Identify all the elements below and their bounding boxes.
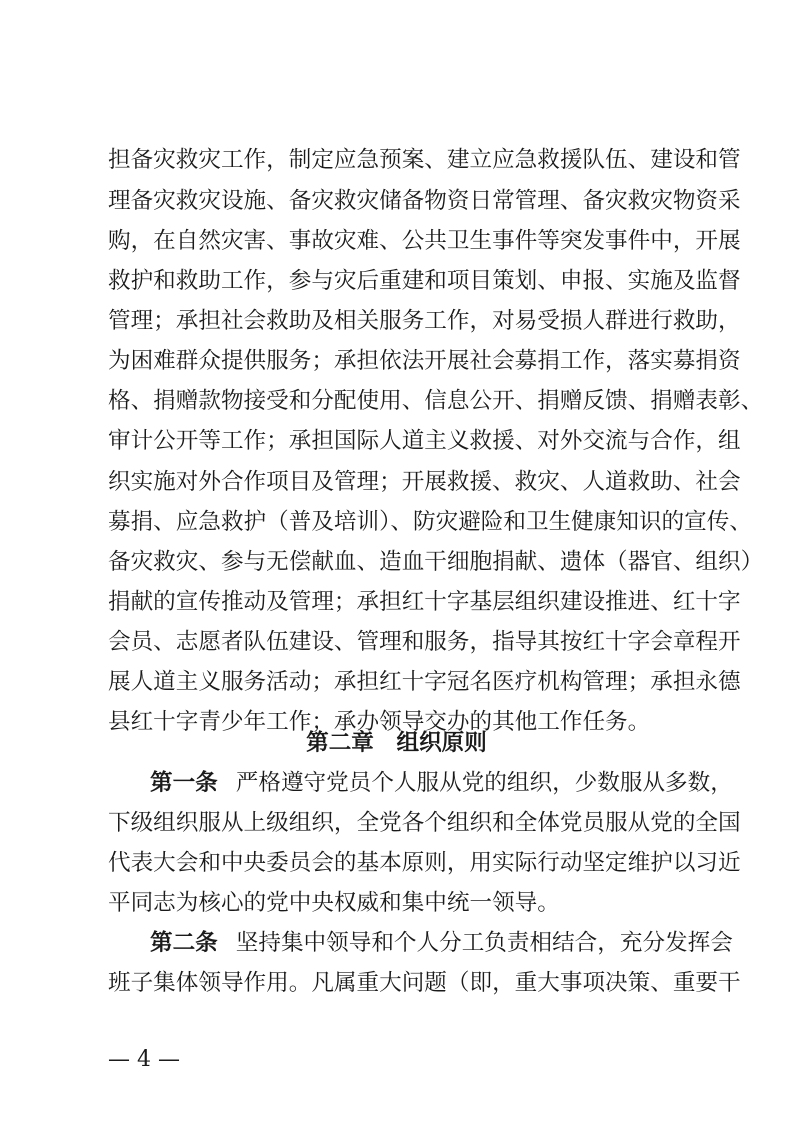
- article-line: 班子集体领导作用。凡属重大问题（即，重大事项决策、重要干: [108, 970, 741, 996]
- body-line: 购，在自然灾害、事故灾难、公共卫生事件等突发事件中，开展: [108, 228, 741, 254]
- article-line: 下级组织服从上级组织，全党各个组织和全体党员服从党的全国: [108, 810, 741, 836]
- body-line: 备灾救灾、参与无偿献血、造血干细胞捐献、遗体（器官、组织）: [108, 549, 764, 575]
- body-line: 救护和救助工作，参与灾后重建和项目策划、申报、实施及监督: [108, 268, 741, 294]
- article-first-line: [150, 768, 733, 798]
- body-line: 为困难群众提供服务；承担依法开展社会募捐工作，落实募捐资: [108, 348, 741, 374]
- body-line: 格、捐赠款物接受和分配使用、信息公开、捐赠反馈、捐赠表彰、: [108, 388, 764, 414]
- article-line: 代表大会和中央委员会的基本原则，用实际行动坚定维护以习近: [108, 850, 741, 876]
- article-number: 第一条: [150, 770, 218, 796]
- page-number: — 4 —: [108, 1047, 180, 1072]
- body-line: 会员、志愿者队伍建设、管理和服务，指导其按红十字会章程开: [108, 629, 741, 655]
- article-number: 第二条: [150, 930, 218, 956]
- body-line: 县红十字青少年工作；承办领导交办的其他工作任务。: [108, 709, 651, 735]
- body-line: 募捐、应急救护（普及培训）、防灾避险和卫生健康知识的宣传、: [108, 509, 752, 535]
- chapter-heading: 第二章 组织原则: [306, 730, 487, 756]
- article-first-line: [150, 928, 733, 958]
- body-line: 捐献的宣传推动及管理；承担红十字基层组织建设推进、红十字: [108, 589, 741, 615]
- article-line: 平同志为核心的党中央权威和集中统一领导。: [108, 890, 560, 916]
- body-line: 理备灾救灾设施、备灾救灾储备物资日常管理、备灾救灾物资采: [108, 188, 741, 214]
- body-line: 管理；承担社会救助及相关服务工作，对易受损人群进行救助，: [108, 308, 741, 334]
- article-text: 坚持集中领导和个人分工负责相结合，充分发挥会: [235, 930, 733, 956]
- body-line: 织实施对外合作项目及管理；开展救援、救灾、人道救助、社会: [108, 469, 741, 495]
- body-line: 展人道主义服务活动；承担红十字冠名医疗机构管理；承担永德: [108, 669, 741, 695]
- body-line: 审计公开等工作；承担国际人道主义救援、对外交流与合作，组: [108, 428, 741, 454]
- body-line: 担备灾救灾工作，制定应急预案、建立应急救援队伍、建设和管: [108, 147, 741, 173]
- article-text: 严格遵守党员个人服从党的组织，少数服从多数，: [235, 770, 733, 796]
